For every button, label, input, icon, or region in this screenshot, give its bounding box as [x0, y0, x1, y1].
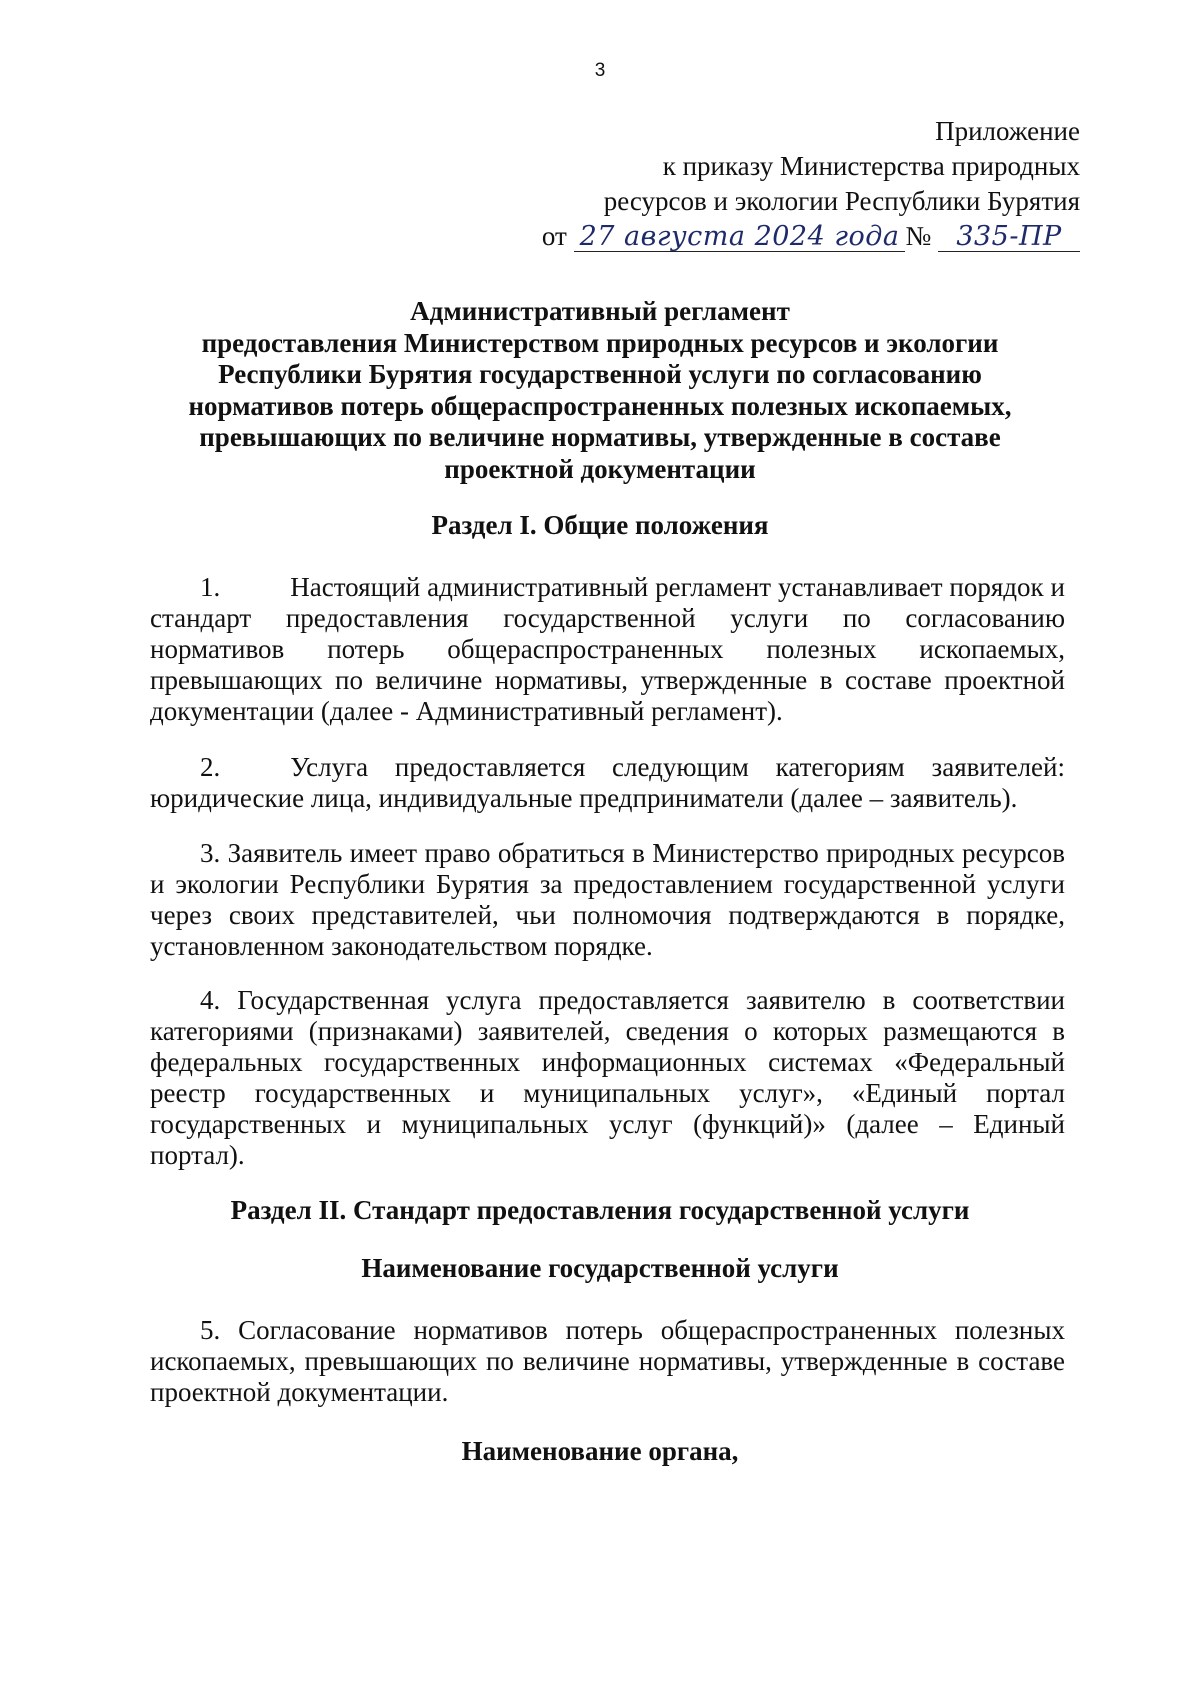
title-line: предоставления Министерством природных ресурсов и экологии [201, 327, 999, 358]
title-line: Республики Бурятия государственной услуги по согласованию [218, 359, 982, 389]
title-line: Административный регламент [410, 296, 790, 326]
paragraph-1-number: 1. [200, 572, 221, 602]
paragraph-2-number: 2. [200, 752, 221, 782]
number-label: № [905, 221, 932, 251]
section-1-heading: Раздел I. Общие положения [431, 510, 769, 540]
paragraph-4-text: 4. Государственная услуга предоставляется заявителю в соответствии категориями (признаками) заявителей, сведения о которых размещаются в федеральных государственных информационных системах «Федеральный реестр государственных и муниципальных услуг», «Единый портал государственных и муниципальных услуг (функций)» (далее – Единый портал). [150, 985, 1065, 1170]
appendix-block [542, 114, 1080, 254]
paragraph-2-text: Услуга предоставляется следующим категориям заявителей: юридические лица, индивидуальные предприниматели (далее – заявитель). [150, 752, 1065, 813]
paragraph-4 [150, 985, 1065, 1171]
title-line: нормативов потерь общераспространенных полезных ископаемых, [188, 390, 1012, 421]
paragraph-1-text: Настоящий административный регламент устанавливает порядок и стандарт предоставления государственной услуги по согласованию нормативов потерь общераспространенных полезных ископаемых, превышающих по величине нормативы, утвержденные в составе проектной документации (далее - Административный регламент). [150, 572, 1065, 726]
handwritten-number: 335-ПР [938, 223, 1080, 252]
appendix-date-number-line [542, 219, 1080, 254]
paragraph-3 [150, 838, 1065, 962]
from-label: от [541, 221, 567, 251]
title-line: превышающих по величине нормативы, утвержденные в составе [199, 422, 1001, 452]
paragraph-1 [150, 572, 1065, 727]
paragraph-5 [150, 1315, 1065, 1408]
authority-name-heading: Наименование органа, [461, 1436, 739, 1466]
service-name-heading: Наименование государственной услуги [361, 1253, 839, 1283]
page-number: 3 [594, 60, 606, 81]
title-line: проектной документации [444, 453, 756, 484]
appendix-ministry-line: ресурсов и экологии Республики Бурятия [603, 186, 1080, 216]
section-2-heading: Раздел II. Стандарт предоставления государственной услуги [230, 1195, 970, 1225]
paragraph-3-text: 3. Заявитель имеет право обратиться в Министерство природных ресурсов и экологии Республики Бурятия за предоставлением государственной услуги через своих представителей, чьи полномочия подтверждаются в порядке, установленном законодательством порядке. [150, 838, 1065, 961]
handwritten-date: 27 августа 2024 года [574, 223, 906, 252]
paragraph-2 [150, 752, 1065, 814]
appendix-order-line: к приказу Министерства природных [662, 151, 1080, 181]
appendix-title: Приложение [935, 116, 1080, 146]
paragraph-5-text: 5. Согласование нормативов потерь общераспространенных полезных ископаемых, превышающих по величине нормативы, утвержденные в составе проектной документации. [150, 1315, 1065, 1407]
document-title [150, 296, 1050, 485]
